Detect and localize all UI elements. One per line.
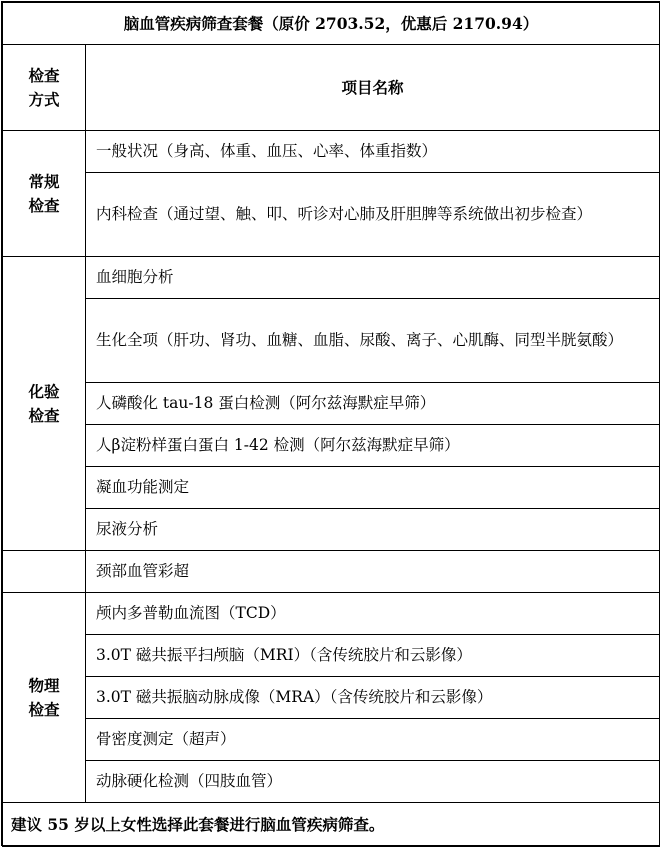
table-row — [3, 635, 660, 677]
table-row — [3, 509, 660, 551]
item-amyloid: 人β淀粉样蛋白蛋白 1-42 检测（阿尔兹海默症早筛） — [86, 425, 660, 467]
item-bone-density: 骨密度测定（超声） — [86, 719, 660, 761]
group-routine-line2: 检查 — [28, 195, 60, 215]
item-urine: 尿液分析 — [86, 509, 660, 551]
package-title: 脑血管疾病筛查套餐（原价 2703.52，优惠后 2170.94） — [3, 3, 660, 45]
note-row — [3, 803, 660, 847]
table-row — [3, 257, 660, 299]
table-row — [3, 425, 660, 467]
package-table — [2, 2, 660, 847]
item-general-status: 一般状况（身高、体重、血压、心率、体重指数） — [86, 131, 660, 173]
item-tcd: 颅内多普勒血流图（TCD） — [86, 593, 660, 635]
group-lab-line2: 检查 — [28, 405, 60, 425]
table-row — [3, 467, 660, 509]
table-row — [3, 131, 660, 173]
table-row — [3, 677, 660, 719]
header-item-name: 项目名称 — [86, 45, 660, 131]
item-carotid: 颈部血管彩超 — [86, 551, 660, 593]
item-arteriosclerosis: 动脉硬化检测（四肢血管） — [86, 761, 660, 803]
group-physical-line1: 物理 — [28, 676, 60, 696]
item-biochem: 生化全项（肝功、肾功、血糖、血脂、尿酸、离子、心肌酶、同型半胱氨酸） — [86, 299, 660, 383]
group-physical — [3, 593, 86, 803]
recommendation-note: 建议 55 岁以上女性选择此套餐进行脑血管疾病筛查。 — [3, 803, 660, 847]
group-blank-cell — [3, 551, 86, 593]
group-routine-line1: 常规 — [28, 172, 60, 192]
table-row — [3, 761, 660, 803]
table-row — [3, 173, 660, 257]
item-coagulation: 凝血功能测定 — [86, 467, 660, 509]
group-lab-line1: 化验 — [28, 382, 60, 402]
table-row — [3, 299, 660, 383]
item-blood-cell: 血细胞分析 — [86, 257, 660, 299]
table-row — [3, 551, 660, 593]
header-row — [3, 45, 660, 131]
table-row — [3, 383, 660, 425]
item-tau: 人磷酸化 tau-18 蛋白检测（阿尔兹海默症早筛） — [86, 383, 660, 425]
group-physical-line2: 检查 — [28, 699, 60, 719]
table-row — [3, 719, 660, 761]
item-mri: 3.0T 磁共振平扫颅脑（MRI）（含传统胶片和云影像） — [86, 635, 660, 677]
header-method — [3, 45, 86, 131]
table-row — [3, 593, 660, 635]
group-routine — [3, 131, 86, 257]
item-mra: 3.0T 磁共振脑动脉成像（MRA）（含传统胶片和云影像） — [86, 677, 660, 719]
screening-package-document — [1, 1, 660, 846]
item-internal-medicine: 内科检查（通过望、触、叩、听诊对心肺及肝胆脾等系统做出初步检查） — [86, 173, 660, 257]
group-lab — [3, 257, 86, 551]
header-method-line2: 方式 — [28, 89, 60, 109]
title-row — [3, 3, 660, 45]
header-method-line1: 检查 — [28, 66, 60, 86]
